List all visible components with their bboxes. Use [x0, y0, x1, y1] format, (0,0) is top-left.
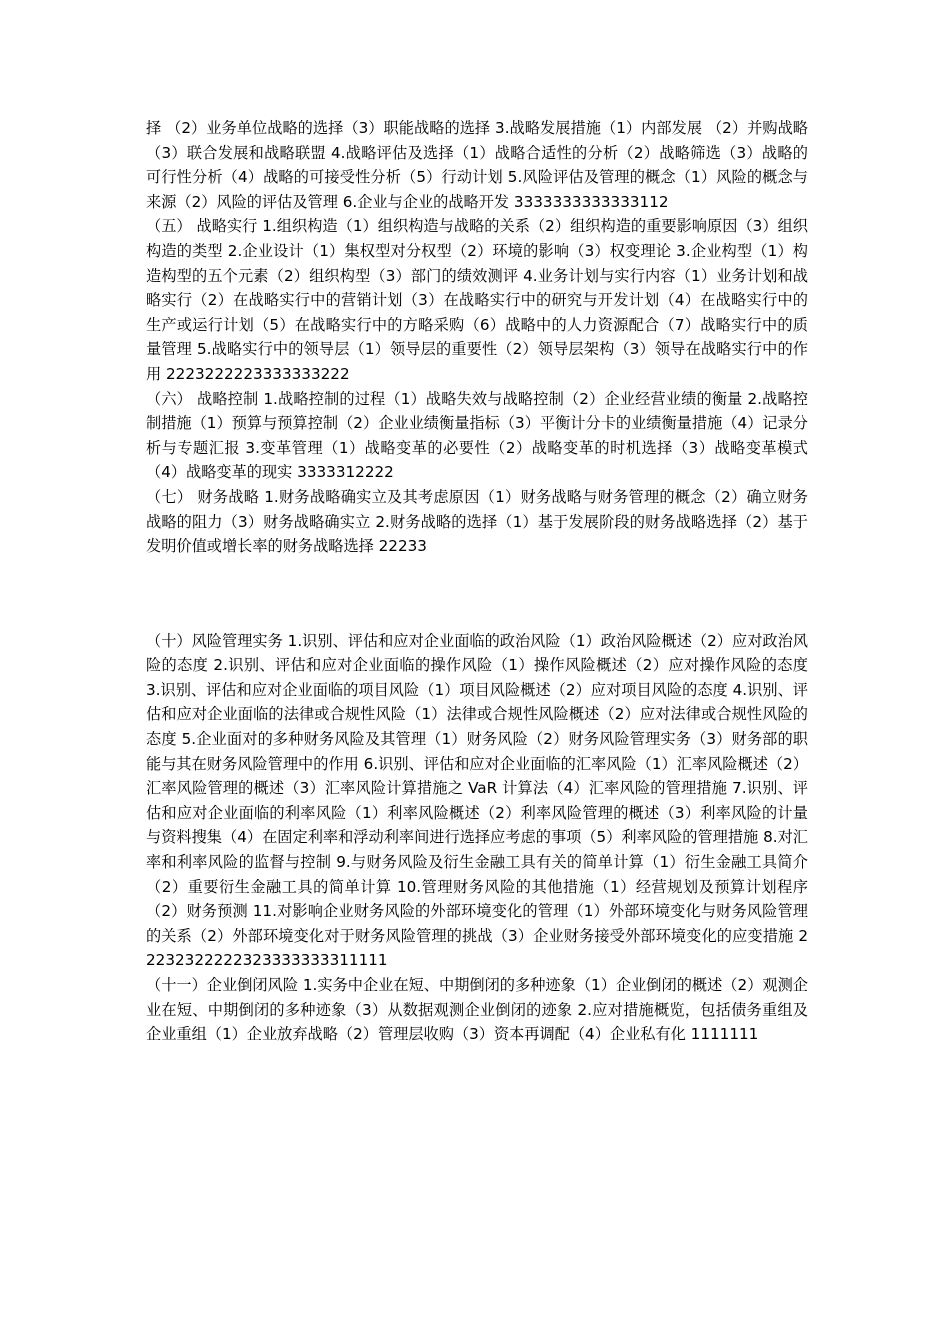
document-body [146, 116, 808, 1047]
paragraph-strategy-selection: 择 （2）业务单位战略的选择（3）职能战略的选择 3.战略发展措施（1）内部发展 （2）并购战略（3）联合发展和战略联盟 4.战略评估及选择（1）战略合适性的分析（2）战略筛选（3）战略的可行性分析（4）战略的可接受性分析（5）行动计划 5.风险评估及管理的概念（1）风险的概念与来源（2）风险的评估及管理 6.企业与企业的战略开发 3333333333333112 [146, 119, 808, 211]
paragraph-strategy-control: （六） 战略控制 1.战略控制的过程（1）战略失效与战略控制（2）企业经营业绩的衡量 2.战略控制措施（1）预算与预算控制（2）企业业绩衡量指标（3）平衡计分卡的业绩衡量措施（4）记录分析与专题汇报 3.变革管理（1）战略变革的必要性（2）战略变革的时机选择（3）战略变革模式（4）战略变革的现实 3333312222 [146, 389, 808, 482]
paragraph-strategy-implementation: （五） 战略实行 1.组织构造（1）组织构造与战略的关系（2）组织构造的重要影响原因（3）组织构造的类型 2.企业设计（1）集权型对分权型（2）环境的影响（3）权变理论 3.企业构型（1）构造构型的五个元素（2）组织构型（3）部门的绩效测评 4.业务计划与实行内容（1）业务计划和战略实行（2）在战略实行中的营销计划（3）在战略实行中的研究与开发计划（4）在战略实行中的生产或运行计划（5）在战略实行中的方略采购（6）战略中的人力资源配合（7）战略实行中的质量管理 5.战略实行中的领导层（1）领导层的重要性（2）领导层架构（3）领导在战略实行中的作用 2223222223333333222 [146, 217, 808, 383]
paragraph-risk-management-practice: （十）风险管理实务 1.识别、评估和应对企业面临的政治风险（1）政治风险概述（2）应对政治风险的态度 2.识别、评估和应对企业面临的操作风险（1）操作风险概述（2）应对操作风险的态度 3.识别、评估和应对企业面临的项目风险（1）项目风险概述（2）应对项目风险的态度 4.识别、评估和应对企业面临的法律或合规性风险（1）法律或合规性风险概述（2）应对法律或合规性风险的态度 5.企业面对的多种财务风险及其管理（1）财务风险（2）财务风险管理实务（3）财务部的职能与其在财务风险管理中的作用 6.识别、评估和应对企业面临的汇率风险（1）汇率风险概述（2）汇率风险管理的概述（3）汇率风险计算措施之 VaR 计算法（4）汇率风险的管理措施 7.识别、评估和应对企业面临的利率风险（1）利率风险概述（2）利率风险管理的概述（3）利率风险的计量与资料搜集（4）在固定利率和浮动利率间进行选择应考虑的事项（5）利率风险的管理措施 8.对汇率和利率风险的监督与控制 9.与财务风险及衍生金融工具有关的简单计算（1）衍生金融工具简介 （2）重要衍生金融工具的简单计算 10.管理财务风险的其他措施（1）经营规划及预算计划程序（2）财务预测 11.对影响企业财务风险的外部环境变化的管理（1）外部环境变化与财务风险管理的关系（2）外部环境变化对于财务风险管理的挑战（3）企业财务接受外部环境变化的应变措施 22232322222323333333311111 [146, 631, 808, 970]
paragraph-business-failure-risk: （十一）企业倒闭风险 1.实务中企业在短、中期倒闭的多种迹象（1）企业倒闭的概述（2）观测企业在短、中期倒闭的多种迹象（3）从数据观测企业倒闭的迹象 2.应对措施概览，包括债务重组及企业重组（1）企业放弃战略（2）管理层收购（3）资本再调配（4）企业私有化 1111111 [146, 976, 808, 1044]
paragraph-financial-strategy: （七） 财务战略 1.财务战略确实立及其考虑原因（1）财务战略与财务管理的概念（2）确立财务战略的阻力（3）财务战略确实立 2.财务战略的选择（1）基于发展阶段的财务战略选择（2）基于发明价值或增长率的财务战略选择 22233 [146, 487, 808, 556]
section-gap [146, 559, 808, 629]
